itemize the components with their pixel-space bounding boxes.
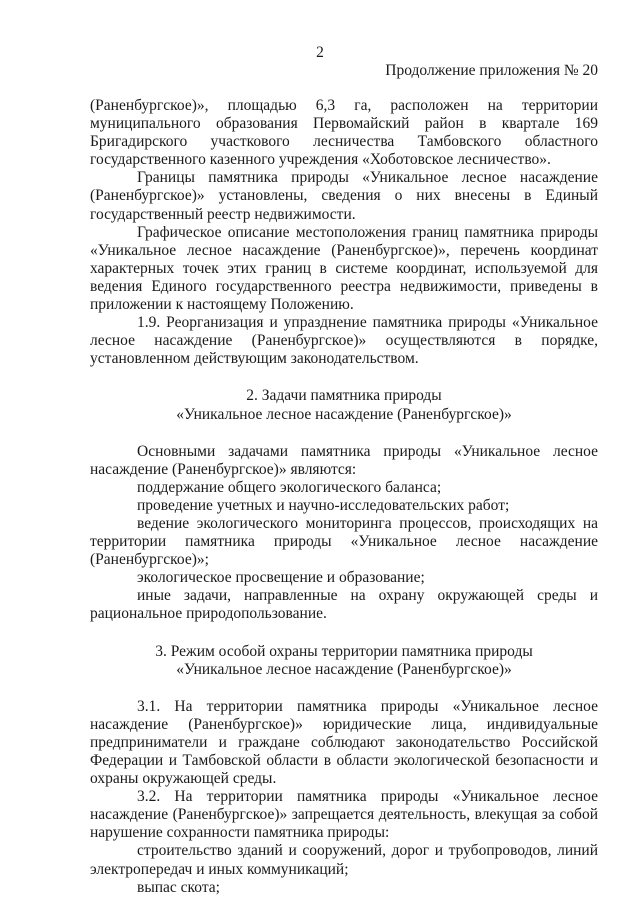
paragraph-boundaries: Границы памятника природы «Уникальное лесное насаждение (Раненбургское)» установлены, сведения о них внесены в Единый государственный реестр недвижимости. (90, 169, 598, 223)
appendix-label: Продолжение приложения № 20 (385, 62, 598, 79)
prohibition-item: выпас скота; (137, 878, 220, 896)
paragraph-main-tasks: Основными задачами памятника природы «Уникальное лесное насаждение (Раненбургское)» являются: (90, 442, 598, 478)
task-item: проведение учетных и научно-исследовательских работ; (137, 496, 510, 514)
paragraph-location: (Раненбургское)», площадью 6,3 га, расположен на территории муниципального образования Первомайский район в квартале 169 Бригадирского участкового лесничества Тамбовского областного государственного казенного учреждения «Хоботовское лесничество». (90, 97, 598, 169)
prohibition-item: строительство зданий и сооружений, дорог и трубопроводов, линий электропередач и иных коммуникаций; (90, 842, 598, 878)
page-number: 2 (316, 44, 324, 61)
document-body (90, 97, 598, 897)
section-3-title: 3. Режим особой охраны территории памятника природы (155, 642, 533, 660)
section-2-subtitle: «Уникальное лесное насаждение (Раненбургское)» (176, 405, 512, 423)
section-2-title: 2. Задачи памятника природы (246, 387, 442, 405)
task-item: ведение экологического мониторинга процессов, происходящих на территории памятника природы «Уникальное лесное насаждение (Раненбургское)»; (90, 514, 598, 569)
paragraph-graphic-description: Графическое описание местоположения границ памятника природы «Уникальное лесное насаждение (Раненбургское)», перечень координат характерных точек этих границ в системе координат, используемой для ведения Единого государственного реестра недвижимости, приведены в приложении к настоящему Положению. (90, 223, 598, 314)
task-item: иные задачи, направленные на охрану окружающей среды и рациональное природопользование. (90, 587, 598, 623)
task-item: поддержание общего экологического баланса; (137, 478, 442, 496)
section-3-subtitle: «Уникальное лесное насаждение (Раненбургское)» (176, 660, 512, 678)
task-item: экологическое просвещение и образование; (137, 569, 425, 587)
paragraph-3-2: 3.2. На территории памятника природы «Уникальное лесное насаждение (Раненбургское)» запрещается деятельность, влекущая за собой нарушение сохранности памятника природы: (90, 788, 598, 842)
paragraph-3-1: 3.1. На территории памятника природы «Уникальное лесное насаждение (Раненбургское)» юридические лица, индивидуальные предприниматели и граждане соблюдают законодательство Российской Федерации и Тамбовской области в области экологической безопасности и охраны окружающей среды. (90, 697, 598, 788)
paragraph-reorganization: 1.9. Реорганизация и упразднение памятника природы «Уникальное лесное насаждение (Раненбургское)» осуществляются в порядке, установленном действующим законодательством. (90, 314, 598, 368)
